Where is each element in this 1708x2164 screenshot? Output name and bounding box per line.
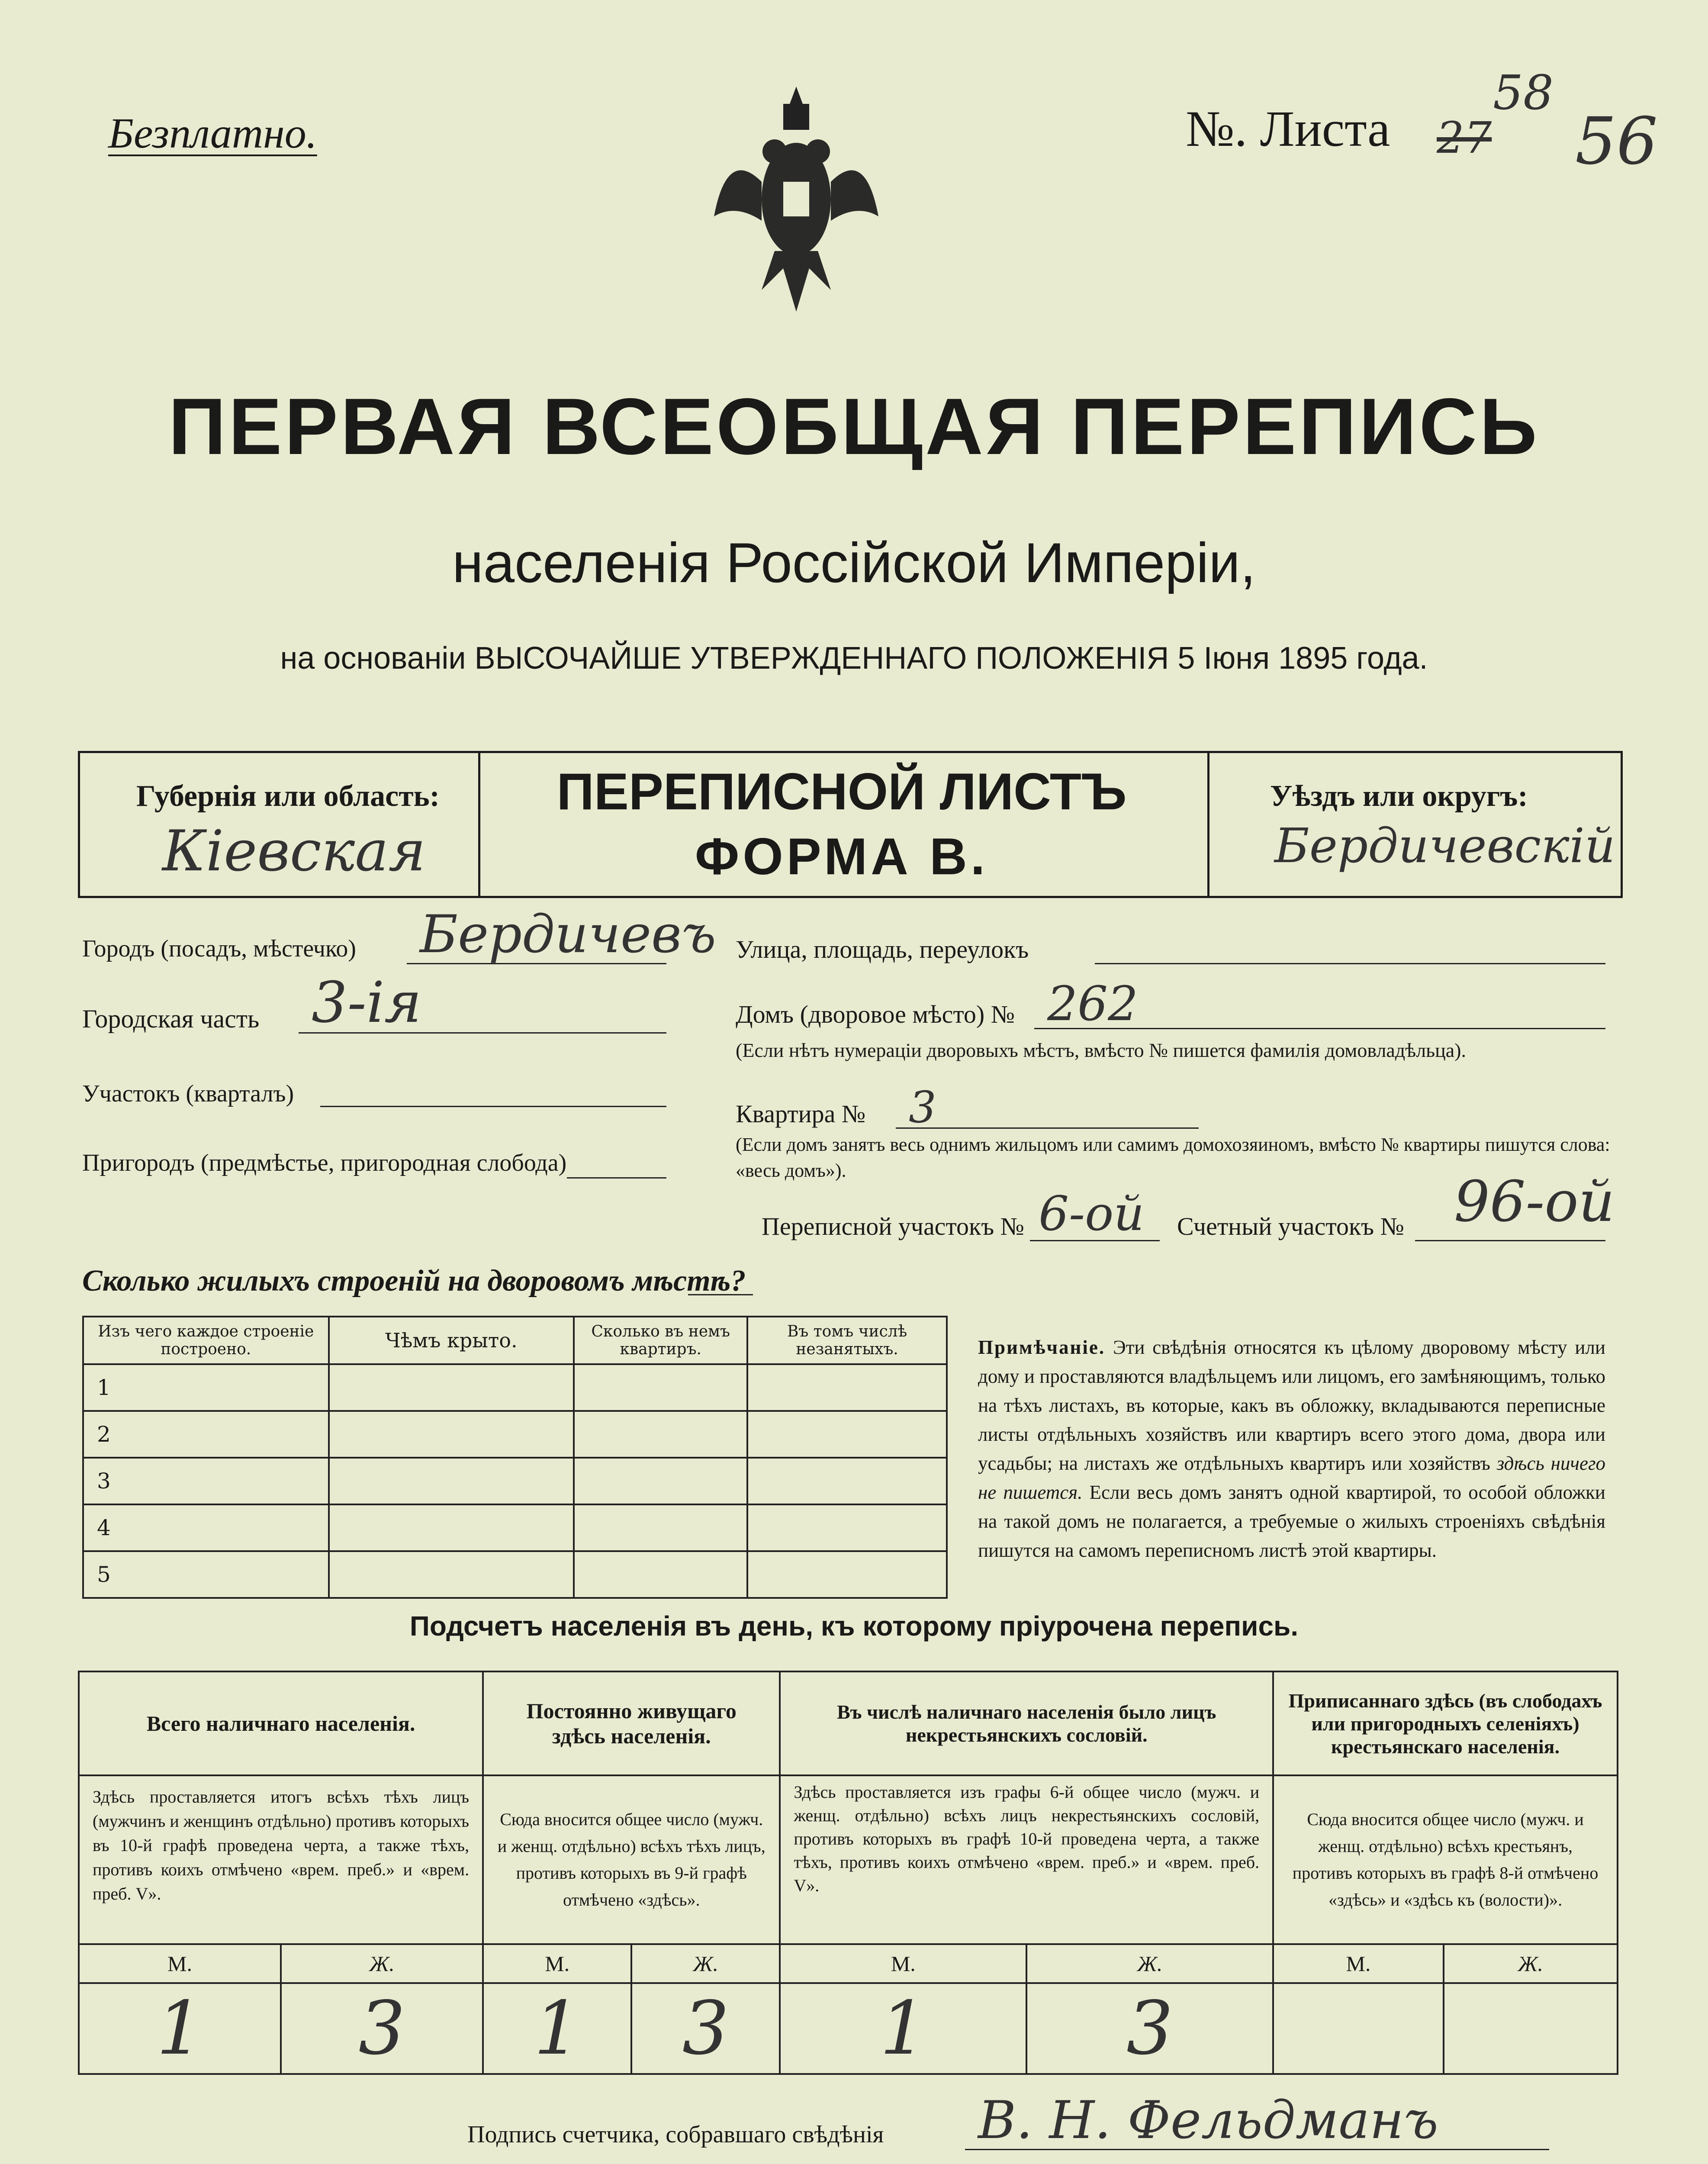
count-desc-peasant: Сюда вносится общее число (мужч. и женщ. отдѣльно) всѣхъ крестьянъ, противъ которыхъ въ графѣ 8-й отмѣчено «здѣсь» и «здѣсь къ (волости)». xyxy=(1273,1775,1618,1944)
note-text: Эти свѣдѣнія относятся къ цѣлому дворовому мѣсту или дому и проставляются владѣльцемъ или лицомъ, его замѣняющимъ, только на тѣхъ листахъ, въ которые, какъ въ обложку, вкладываются переписные листы отдѣльныхъ хозяйствъ или квартиръ всего этого дома, двора или усадьбы; на листахъ же отдѣльныхъ квартиръ или хозяйствъ xyxy=(978,1336,1606,1474)
corner-number: 56 xyxy=(1575,104,1658,179)
suburb-label: Пригородъ (предмѣстье, пригородная слобода) xyxy=(82,1150,567,1176)
count-table xyxy=(78,1671,1618,2075)
house-label: Домъ (дворовое мѣсто) № xyxy=(736,1000,1015,1028)
house-note: (Если нѣтъ нумераціи дворовыхъ мѣстъ, вмѣсто № пишется фамилія домовладѣльца). xyxy=(736,1039,1466,1061)
flat-value: 3 xyxy=(909,1082,936,1133)
table-row: 4 xyxy=(83,1504,329,1551)
signature-label: Подпись счетчика, собравшаго свѣдѣнія xyxy=(467,2121,884,2148)
m-label: М. xyxy=(1273,1944,1444,1983)
m-label: М. xyxy=(79,1944,281,1983)
note-emphasis: здѣсь ничего не пишется. xyxy=(978,1452,1606,1503)
count-value: 3 xyxy=(631,1983,780,2074)
basis-line: на основаніи ВЫСОЧАЙШЕ УТВЕРЖДЕННАГО ПОЛОЖЕНІЯ 5 Іюня 1895 года. xyxy=(280,641,1428,676)
district-label: Участокъ (кварталъ) xyxy=(82,1080,294,1107)
imperial-eagle-emblem xyxy=(710,87,883,329)
signature-value: В. Н. Фельдманъ xyxy=(978,2090,1438,2151)
count-head-peasant: Приписаннаго здѣсь (въ слободахъ или пригородныхъ селеніяхъ) крестьянскаго населенія. xyxy=(1273,1671,1618,1775)
note-block xyxy=(978,1333,1605,1565)
table-row: 3 xyxy=(83,1458,329,1504)
buildings-table xyxy=(82,1316,948,1599)
buildings-header: Чѣмъ крыто. xyxy=(329,1317,574,1364)
sub-title: населенія Россійской Имперіи, xyxy=(452,531,1256,594)
f-label: Ж. xyxy=(281,1944,483,1983)
count-value xyxy=(1273,1983,1444,2074)
count-value: 3 xyxy=(281,1983,483,2074)
m-label: М. xyxy=(483,1944,631,1983)
note-label: Примѣчаніе. xyxy=(978,1336,1106,1358)
buildings-question: Сколько жилыхъ строеній на дворовомъ мѣстѣ? xyxy=(82,1264,746,1298)
count-desc-non-peasant: Здѣсь проставляется изъ графы 6-й общее число (мужч. и женщ. отдѣльно) всѣхъ лицъ некрестьянскихъ сословій, противъ которыхъ въ графѣ 10-й проведена черта, а также тѣхъ, противъ коихъ отмѣчено «врем. преб.» и «врем. преб. V». xyxy=(780,1775,1273,1944)
main-title: ПЕРВАЯ ВСЕОБЩАЯ ПЕРЕПИСЬ xyxy=(168,382,1540,471)
form-title: ПЕРЕПИСНОЙ ЛИСТЪ xyxy=(556,763,1127,821)
house-value: 262 xyxy=(1047,976,1138,1031)
table-row: 1 xyxy=(83,1364,329,1411)
census-plot-value: 6-ой xyxy=(1039,1186,1145,1241)
flat-note: (Если домъ занятъ весь однимъ жильцомъ или самимъ домохозяиномъ, вмѣсто № квартиры пишутся слова: «весь домъ»). xyxy=(736,1134,1610,1181)
free-label: Безплатно. xyxy=(108,109,317,157)
count-value: 1 xyxy=(780,1983,1026,2074)
count-value: 1 xyxy=(79,1983,281,2074)
f-label: Ж. xyxy=(1026,1944,1273,1983)
count-title: Подсчетъ населенія въ день, къ которому пріурочена перепись. xyxy=(409,1610,1299,1642)
uezd-value: Бердичевскій xyxy=(1274,818,1615,873)
count-desc-permanent: Сюда вносится общее число (мужч. и женщ. отдѣльно) всѣхъ тѣхъ лицъ, противъ которыхъ въ 9-й графѣ отмѣчено «здѣсь». xyxy=(483,1775,780,1944)
table-row: 5 xyxy=(83,1551,329,1598)
form-letter: ФОРМА В. xyxy=(695,828,989,886)
part-label: Городская часть xyxy=(82,1005,260,1033)
buildings-header: Изъ чего каждое строеніе построено. xyxy=(83,1317,329,1364)
count-plot-value: 96-ой xyxy=(1454,1169,1615,1234)
note-text: Если весь домъ занятъ одной квартирой, то особой обложки на такой домъ не полагается, а требуемые о жилыхъ строеніяхъ свѣдѣнія пишутся на самомъ переписномъ листѣ этой квартиры. xyxy=(978,1481,1605,1561)
count-plot-label: Счетный участокъ № xyxy=(1177,1212,1404,1240)
region-box xyxy=(78,751,1623,898)
city-value: Бердичевъ xyxy=(420,905,716,965)
city-label: Городъ (посадъ, мѣстечко) xyxy=(82,935,356,962)
count-head-total: Всего наличнаго населенія. xyxy=(79,1671,483,1775)
buildings-header: Въ томъ числѣ незанятыхъ. xyxy=(747,1317,947,1364)
count-head-non-peasant: Въ числѣ наличнаго населенія было лицъ некрестьянскихъ сословій. xyxy=(780,1671,1273,1775)
count-value: 1 xyxy=(483,1983,631,2074)
f-label: Ж. xyxy=(1444,1944,1618,1983)
census-plot-label: Переписной участокъ № xyxy=(762,1212,1025,1240)
sheet-number-hand: 58 xyxy=(1493,65,1554,120)
sheet-number-struck: 27 xyxy=(1437,113,1492,163)
count-value xyxy=(1444,1983,1618,2074)
f-label: Ж. xyxy=(631,1944,780,1983)
table-row: 2 xyxy=(83,1411,329,1458)
count-desc-total: Здѣсь проставляется итогъ всѣхъ тѣхъ лицъ (мужчинъ и женщинъ отдѣльно) противъ которыхъ въ 10-й графѣ проведена черта, а также тѣхъ, противъ коихъ отмѣчено «врем. преб.» и «врем. преб. V». xyxy=(79,1775,483,1944)
gubernia-label: Губернія или область: xyxy=(136,779,440,813)
flat-label: Квартира № xyxy=(736,1100,866,1128)
count-value: 3 xyxy=(1026,1983,1273,2074)
part-value: 3-ія xyxy=(312,969,422,1035)
sheet-number-label: №. Листа xyxy=(1186,100,1390,157)
m-label: М. xyxy=(780,1944,1026,1983)
uezd-label: Уѣздъ или округъ: xyxy=(1270,779,1528,813)
buildings-header: Сколько въ немъ квартиръ. xyxy=(574,1317,747,1364)
gubernia-value: Кіевская xyxy=(162,818,426,884)
count-head-permanent: Постоянно живущаго здѣсь населенія. xyxy=(483,1671,780,1775)
street-label: Улица, площадь, переулокъ xyxy=(736,935,1029,963)
